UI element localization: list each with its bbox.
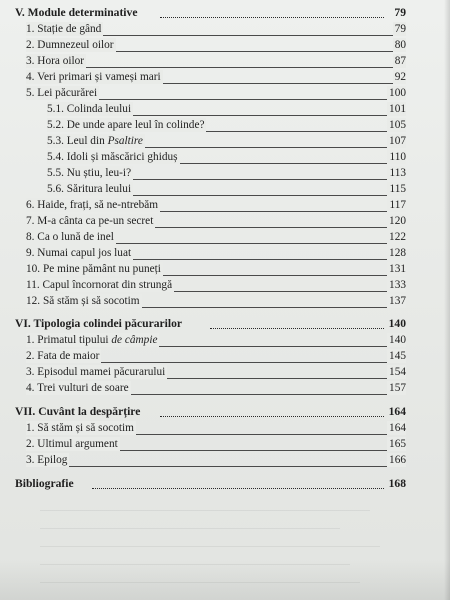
entry-page: 80	[394, 39, 406, 51]
entry-label-text: 5.3. Leul din	[47, 135, 108, 147]
chapter-v-page: 79	[394, 6, 406, 19]
toc-entry	[0, 421, 450, 435]
entry-label: 6. Haide, frați, să ne-ntrebăm	[26, 199, 159, 211]
entry-page: 165	[389, 438, 406, 450]
toc-entry	[0, 54, 450, 68]
chapter-v-leader	[160, 17, 384, 18]
entry-label: 1. Să stăm și să socotim	[26, 422, 134, 434]
toc-subentry	[0, 150, 450, 164]
entry-label: 3. Hora oilor	[26, 55, 85, 67]
chapter-v-title: V. Module determinative	[15, 6, 138, 19]
chapter-vi-page: 140	[388, 317, 406, 330]
entry-page: 87	[394, 55, 406, 67]
bibliography-title: Bibliografie	[15, 477, 74, 490]
entry-page: 120	[389, 215, 406, 227]
page-shadow	[0, 560, 450, 600]
entry-label: 5.6. Săritura leului	[47, 183, 132, 195]
entry-label: 5.4. Idoli și măscărici ghiduș	[47, 151, 178, 163]
toc-entry	[0, 198, 450, 212]
entry-label: 2. Dumnezeul oilor	[26, 39, 114, 51]
toc-entry	[0, 86, 450, 100]
page-edge-shadow	[444, 0, 450, 600]
entry-page: 115	[389, 183, 406, 195]
entry-label: 3. Episodul mamei păcurarului	[26, 366, 166, 378]
entry-label	[26, 333, 159, 347]
entry-page: 107	[389, 135, 406, 147]
entry-label: 4. Veri primari și vameși mari	[26, 71, 161, 83]
entry-label: 12. Să stăm și să socotim	[26, 295, 140, 307]
chapter-vii-heading	[0, 405, 450, 419]
toc-entry	[0, 381, 450, 395]
entry-rule	[26, 466, 406, 467]
toc-entry	[0, 262, 450, 276]
toc-entry	[0, 278, 450, 292]
entry-label: 2. Ultimul argument	[26, 438, 118, 450]
entry-label: 8. Ca o lună de inel	[26, 231, 114, 243]
entry-page: 79	[394, 23, 406, 35]
toc-entry	[0, 453, 450, 467]
entry-label: 11. Capul încornorat din strungă	[26, 279, 173, 291]
toc-subentry	[0, 118, 450, 132]
entry-page: 110	[389, 151, 406, 163]
chapter-vi-leader	[210, 328, 384, 329]
entry-page: 105	[389, 119, 406, 131]
chapter-vii-title: VII. Cuvânt la despărțire	[15, 405, 141, 418]
entry-label-italic: Psaltire	[107, 135, 143, 147]
entry-page: 154	[389, 366, 406, 378]
bibliography-page: 168	[388, 477, 406, 490]
chapter-vi-heading	[0, 317, 450, 331]
chapter-vi-title: VI. Tipologia colindei păcurarilor	[15, 317, 183, 330]
entry-page: 122	[389, 231, 406, 243]
entry-page: 137	[389, 295, 406, 307]
entry-label: 10. Pe mine pământ nu puneți	[26, 263, 161, 275]
entry-page: 113	[389, 167, 406, 179]
chapter-vii-page: 164	[388, 405, 406, 418]
bleed-line	[40, 510, 370, 511]
bleed-line	[40, 546, 380, 547]
entry-label-italic: de câmpie	[111, 334, 158, 346]
toc-entry	[0, 365, 450, 379]
toc-entry	[0, 294, 450, 308]
entry-label: 1. Stație de gând	[26, 23, 102, 35]
toc-entry	[0, 437, 450, 451]
entry-page: 164	[389, 422, 406, 434]
toc-entry	[0, 38, 450, 52]
entry-page: 92	[394, 71, 406, 83]
bleed-line	[40, 528, 340, 529]
entry-page: 145	[389, 350, 406, 362]
chapter-v-heading	[0, 6, 450, 20]
entry-label: 3. Epilog	[26, 454, 68, 466]
entry-page: 131	[389, 263, 406, 275]
entry-page: 100	[389, 87, 406, 99]
toc-entry	[0, 333, 450, 347]
entry-label: 5.1. Colinda leului	[47, 103, 132, 115]
entry-label: 2. Fata de maior	[26, 350, 100, 362]
toc-subentry	[0, 102, 450, 116]
toc-entry	[0, 230, 450, 244]
entry-label: 7. M-a cânta ca pe-un secret	[26, 215, 154, 227]
entry-label	[47, 134, 145, 148]
toc-subentry	[0, 182, 450, 196]
entry-label: 9. Numai capul jos luat	[26, 247, 132, 259]
entry-label: 4. Trei vulturi de soare	[26, 382, 129, 394]
entry-page: 140	[389, 334, 406, 346]
entry-page: 117	[389, 199, 406, 211]
entry-page: 128	[389, 247, 406, 259]
toc-entry	[0, 349, 450, 363]
entry-page: 157	[389, 382, 406, 394]
entry-label-text: 1. Primatul tipului	[26, 334, 112, 346]
toc-subentry	[0, 166, 450, 180]
entry-label: 5.2. De unde apare leul în colinde?	[47, 119, 205, 131]
entry-page: 166	[389, 454, 406, 466]
toc-entry	[0, 246, 450, 260]
entry-label: 5. Lei păcurărei	[26, 87, 98, 99]
chapter-vii-leader	[160, 416, 384, 417]
entry-page: 101	[389, 103, 406, 115]
entry-label: 5.5. Nu știu, leu-i?	[47, 167, 132, 179]
toc-entry	[0, 22, 450, 36]
entry-page: 133	[389, 279, 406, 291]
toc-subentry	[0, 134, 450, 148]
toc-entry	[0, 214, 450, 228]
toc-entry	[0, 70, 450, 84]
